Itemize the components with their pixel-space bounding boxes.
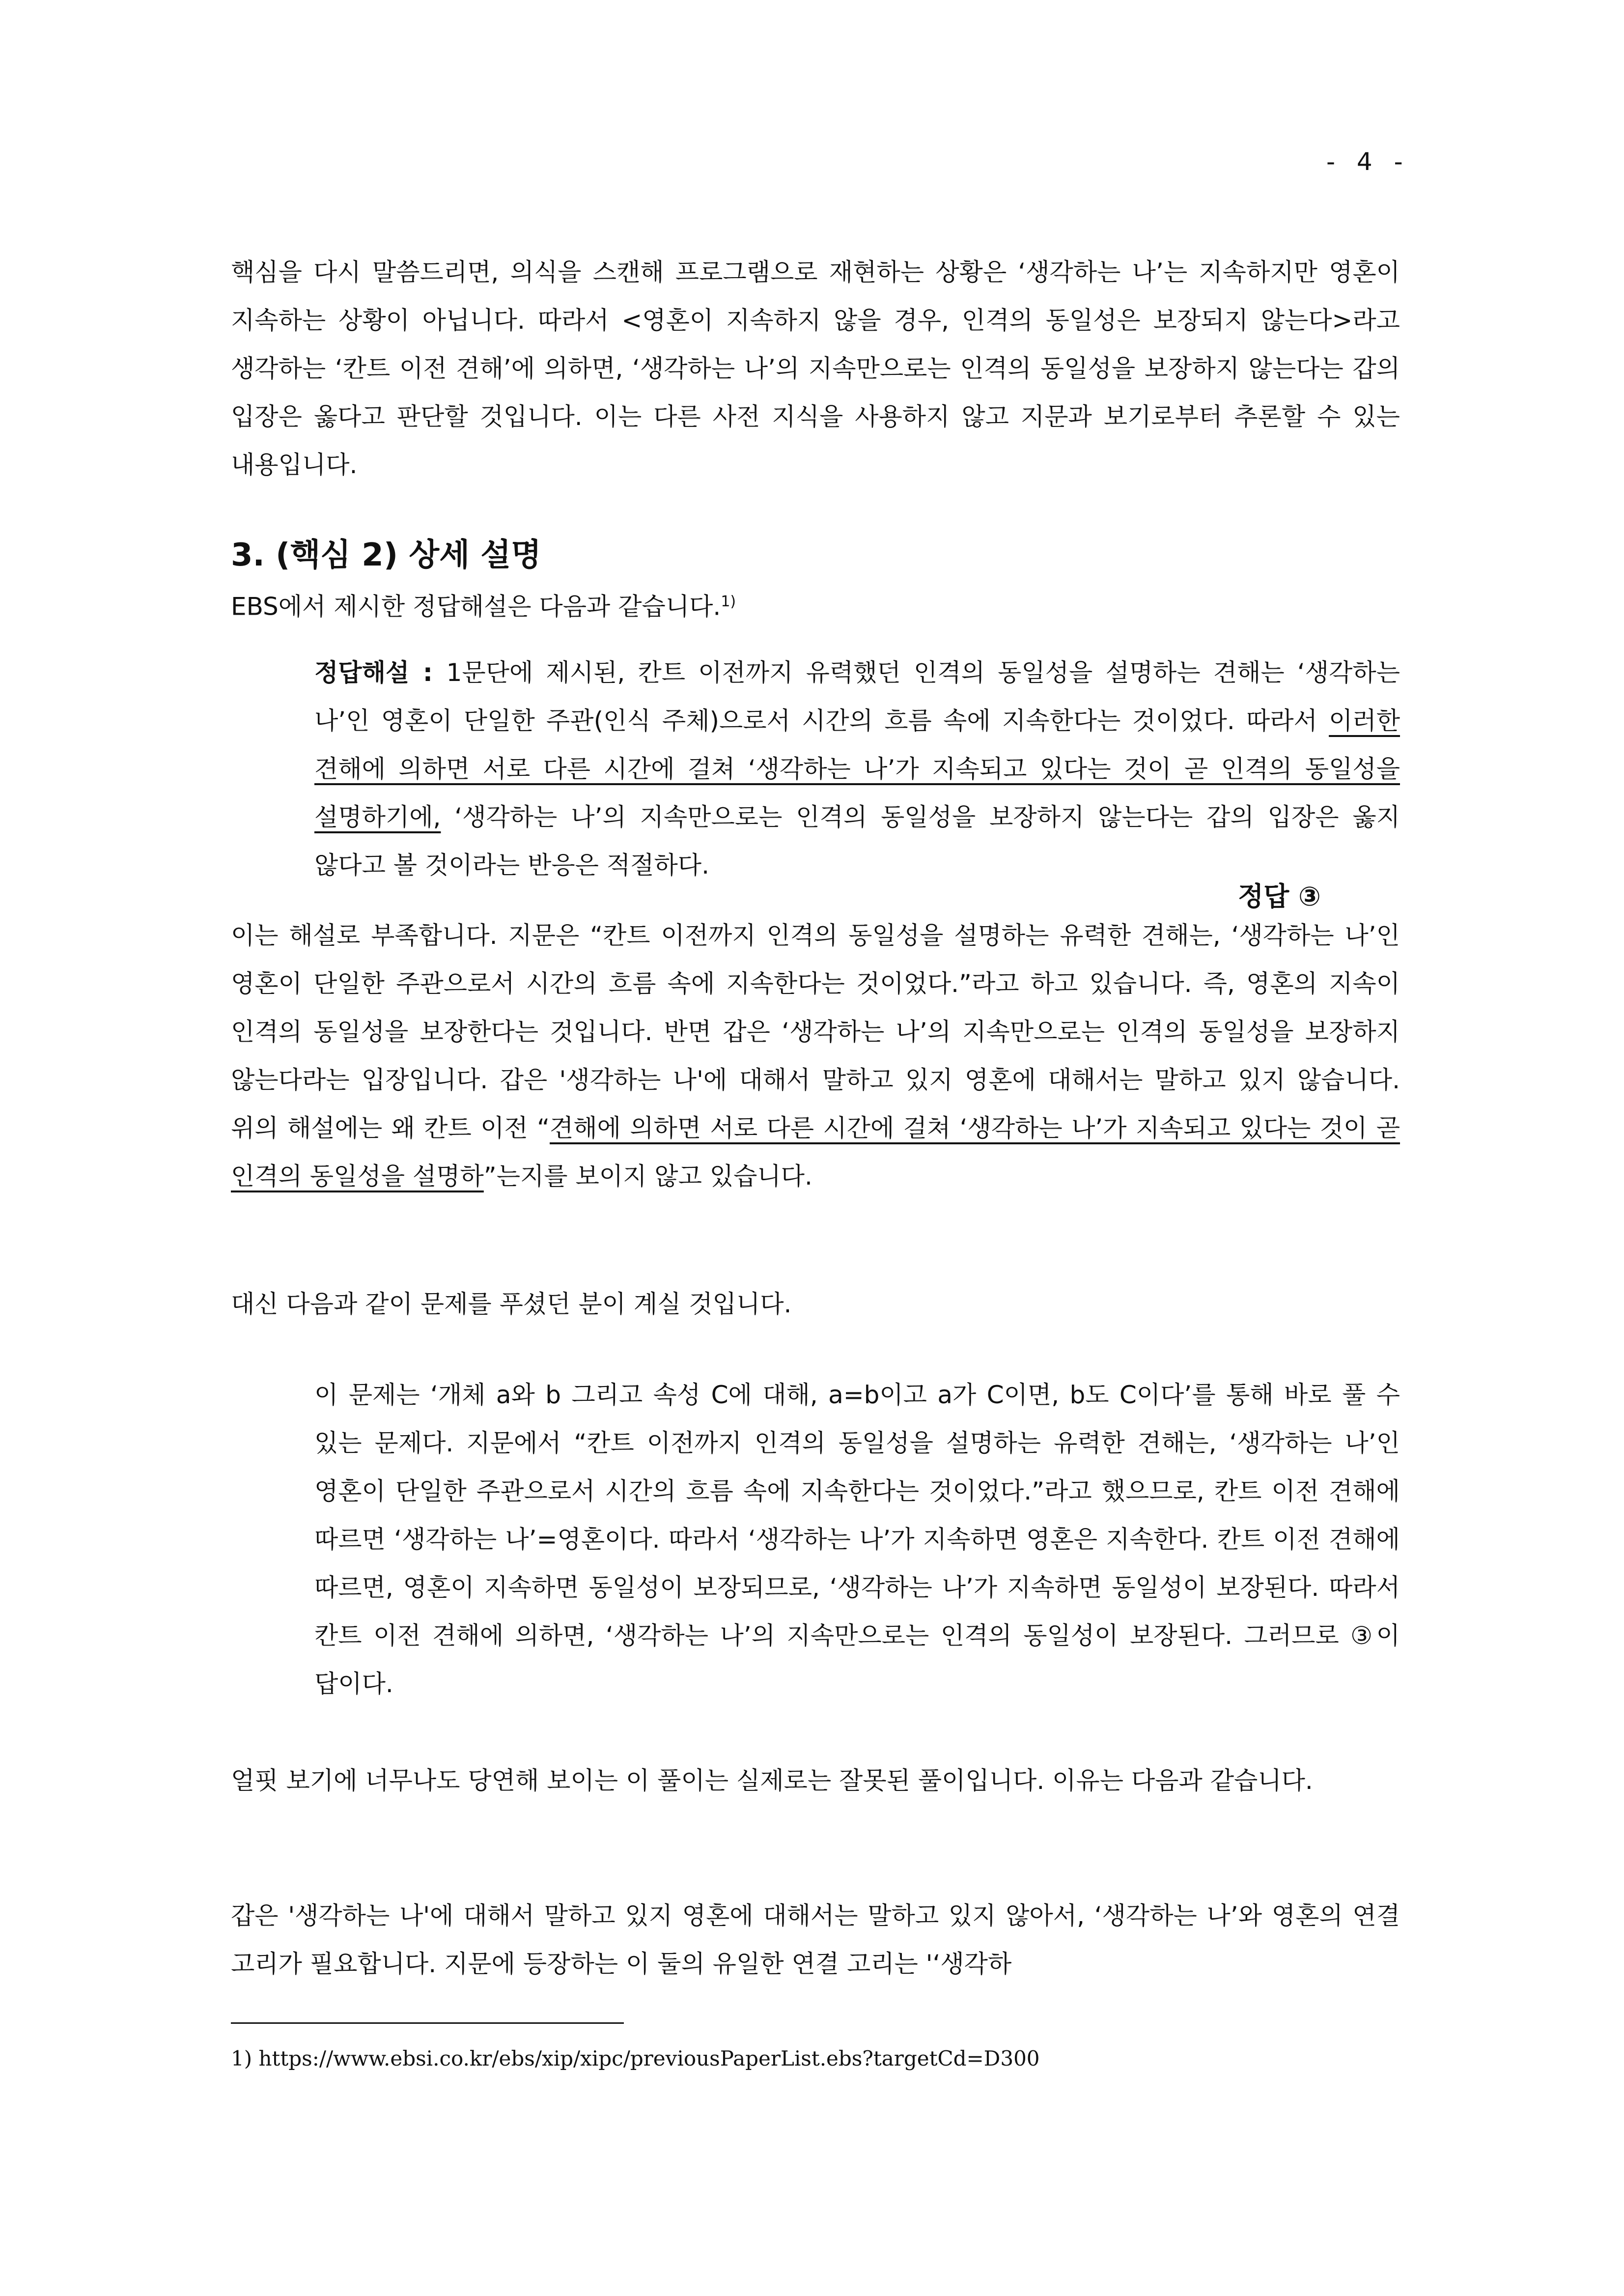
footnote-link[interactable]: https://www.ebsi.co.kr/ebs/xip/xipc/previousPaperList.ebs?targetCd=D300 (258, 2046, 1040, 2070)
critique-paragraph (231, 911, 1400, 1200)
official-explanation (314, 649, 1400, 889)
page-number: - 4 - (1326, 147, 1410, 176)
reason-paragraph: 갑은 '생각하는 나'에 대해서 말하고 있지 영혼에 대해서는 말하고 있지 않아서, ‘생각하는 나’와 영혼의 연결 고리가 필요합니다. 지문에 등장하는 이 둘의 유일한 연결 고리는 '‘생각하 (231, 1901, 1400, 1978)
answer-label: 정답 ③ (1238, 881, 1321, 912)
explanation-text: 1문단에 제시된, 칸트 이전까지 유력했던 인격의 동일성을 설명하는 견해는 ‘생각하는 나’인 영혼이 단일한 주관(인식 주체)으로서 시간의 흐름 속에 지속한다는 것이었다. 따라서 (314, 658, 1400, 735)
alternative-solution: 이 문제는 ‘개체 a와 b 그리고 속성 C에 대해, a=b이고 a가 C이면, b도 C이다’를 통해 바로 풀 수 있는 문제다. 지문에서 “칸트 이전까지 인격의 동일성을 설명하는 유력한 견해는, ‘생각하는 나’인 영혼이 단일한 주관으로서 시간의 흐름 속에 지속한다는 것이었다.”라고 했으므로, 칸트 이전 견해에 따르면 ‘생각하는 나’=영혼이다. 따라서 ‘생각하는 나’가 지속하면 영혼은 지속한다. 칸트 이전 견해에 따르면, 영혼이 지속하면 동일성이 보장되므로, ‘생각하는 나’가 지속하면 동일성이 보장된다. 따라서 칸트 이전 견해에 의하면, ‘생각하는 나’의 지속만으로는 인격의 동일성이 보장된다. 그러므로 ③이 답이다. (314, 1381, 1400, 1698)
footnote-mark: 1) (231, 2046, 252, 2070)
footnote-1 (231, 2039, 1040, 2078)
explanation-separator: : (409, 658, 447, 687)
footnote-reference[interactable]: 1) (721, 593, 736, 610)
explanation-label: 정답해설 (314, 658, 410, 687)
critique-text: 이는 해설로 부족합니다. 지문은 “칸트 이전까지 인격의 동일성을 설명하는 유력한 견해는, ‘생각하는 나’인 영혼이 단일한 주관으로서 시간의 흐름 속에 지속한다는 것이었다.”라고 하고 있습니다. 즉, 영혼의 지속이 인격의 동일성을 보장한다는 것입니다. 반면 갑은 ‘생각하는 나’의 지속만으로는 인격의 동일성을 보장하지 않는다라는 입장입니다. 갑은 '생각하는 나'에 대해서 말하고 있지 영혼에 대해서는 말하고 있지 않습니다. 위의 해설에는 왜 칸트 이전 “ (231, 921, 1400, 1142)
wrong-solution-note: 얼핏 보기에 너무나도 당연해 보이는 이 풀이는 실제로는 잘못된 풀이입니다. 이유는 다음과 같습니다. (231, 1766, 1313, 1795)
explanation-underlined: 이러한 견해에 의하면 서로 다른 시간에 걸쳐 ‘생각하는 나’가 지속되고 있다는 것이 곧 인격의 동일성을 설명하기에, (314, 707, 1400, 831)
critique-underlined: 견해에 의하면 서로 다른 시간에 걸쳐 ‘생각하는 나’가 지속되고 있다는 것이 곧 인격의 동일성을 설명하 (231, 1114, 1400, 1191)
alternative-intro: 대신 다음과 같이 문제를 푸셨던 분이 계실 것입니다. (231, 1290, 792, 1318)
intro-paragraph: 핵심을 다시 말씀드리면, 의식을 스캔해 프로그램으로 재현하는 상황은 ‘생각하는 나’는 지속하지만 영혼이 지속하는 상황이 아닙니다. 따라서 <영혼이 지속하지 않을 경우, 인격의 동일성은 보장되지 않는다>라고 생각하는 ‘칸트 이전 견해’에 의하면, ‘생각하는 나’의 지속만으로는 인격의 동일성을 보장하지 않는다는 갑의 입장은 옳다고 판단할 것입니다. 이는 다른 사전 지식을 사용하지 않고 지문과 보기로부터 추론할 수 있는 내용입니다. (231, 258, 1400, 479)
critique-text-end: ”는지를 보이지 않고 있습니다. (483, 1162, 812, 1191)
section-heading: 3. (핵심 2) 상세 설명 (231, 537, 541, 573)
section-intro-text: EBS에서 제시한 정답해설은 다음과 같습니다. (231, 592, 721, 621)
section-intro (231, 580, 736, 629)
footnote-divider (231, 2022, 624, 2024)
explanation-text-end: ‘생각하는 나’의 지속만으로는 인격의 동일성을 보장하지 않는다는 갑의 입장은 옳지 않다고 볼 것이라는 반응은 적절하다. (314, 803, 1400, 879)
